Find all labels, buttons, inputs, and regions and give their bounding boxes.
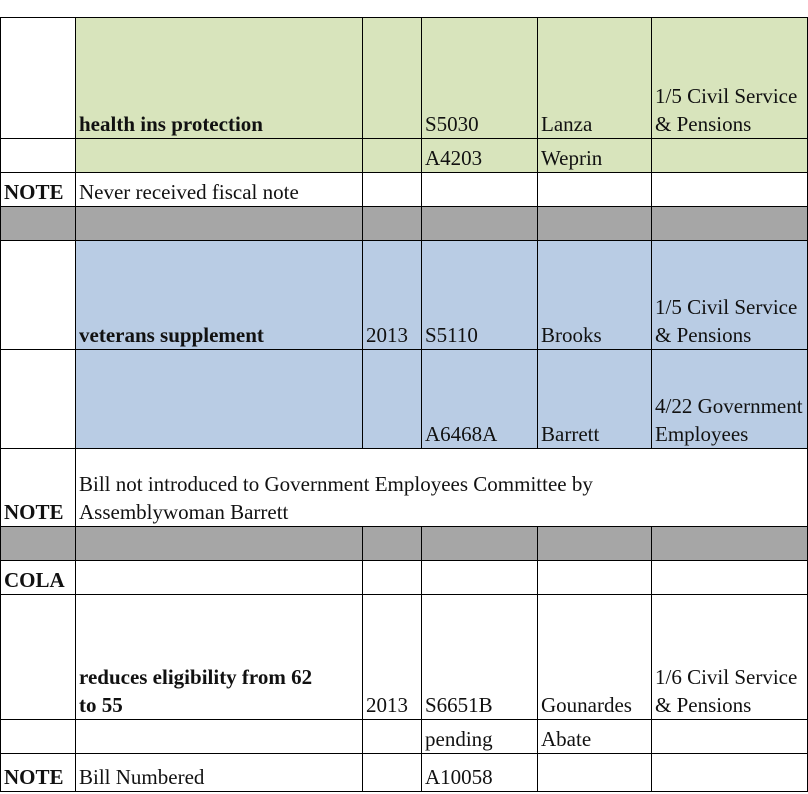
table-row xyxy=(1,561,808,595)
note-text-cell: Never received fiscal note xyxy=(76,173,363,207)
bill-title-cell: health ins protection xyxy=(76,18,363,139)
note-text-cell: Bill Numbered xyxy=(76,754,363,792)
sponsor-cell: Abate xyxy=(538,720,652,754)
sponsor-cell: Lanza xyxy=(538,18,652,139)
empty-cell xyxy=(538,754,652,792)
bill-title-cell: veterans supplement xyxy=(76,241,363,350)
year-cell xyxy=(363,18,422,139)
table-row xyxy=(1,720,808,754)
empty-cell xyxy=(363,720,422,754)
separator-row xyxy=(1,207,808,241)
committee-cell xyxy=(652,139,808,173)
row-label-cell xyxy=(1,720,76,754)
empty-cell xyxy=(76,561,363,595)
section-label-cell: COLA xyxy=(1,561,76,595)
table-row xyxy=(1,18,808,139)
sponsor-cell: Weprin xyxy=(538,139,652,173)
table-row xyxy=(1,241,808,350)
bill-number-cell: A10058 xyxy=(422,754,538,792)
empty-cell xyxy=(538,561,652,595)
empty-cell xyxy=(363,754,422,792)
bill-tracking-table xyxy=(0,17,808,792)
bill-number-cell: S5110 xyxy=(422,241,538,350)
bill-number-cell: A6468A xyxy=(422,350,538,449)
row-label-cell xyxy=(1,18,76,139)
table-row xyxy=(1,139,808,173)
empty-cell xyxy=(363,173,422,207)
row-label-cell xyxy=(1,139,76,173)
note-label-cell: NOTE xyxy=(1,449,76,527)
row-label-cell xyxy=(1,350,76,449)
table-row xyxy=(1,173,808,207)
table-row xyxy=(1,754,808,792)
year-cell xyxy=(363,139,422,173)
note-text: Bill not introduced to Government Employees Committee by Assemblywoman Barrett xyxy=(79,472,593,524)
bill-number-cell: S6651B xyxy=(422,595,538,720)
bill-number-cell: S5030 xyxy=(422,18,538,139)
year-cell: 2013 xyxy=(363,595,422,720)
row-label-cell xyxy=(1,241,76,350)
year-cell: 2013 xyxy=(363,241,422,350)
empty-cell xyxy=(422,173,538,207)
sponsor-cell: Barrett xyxy=(538,350,652,449)
table-row xyxy=(1,595,808,720)
separator-row xyxy=(1,527,808,561)
empty-cell xyxy=(363,561,422,595)
empty-cell xyxy=(422,561,538,595)
bill-title-cell xyxy=(76,350,363,449)
row-label-cell xyxy=(1,595,76,720)
committee-cell: 4/22 Government Employees xyxy=(652,350,808,449)
empty-cell xyxy=(652,754,808,792)
sponsor-cell: Gounardes xyxy=(538,595,652,720)
empty-cell xyxy=(652,173,808,207)
empty-cell xyxy=(538,173,652,207)
committee-cell: 1/5 Civil Service & Pensions xyxy=(652,18,808,139)
committee-cell: 1/6 Civil Service & Pensions xyxy=(652,595,808,720)
sponsor-cell: Brooks xyxy=(538,241,652,350)
table-row xyxy=(1,449,808,527)
note-label-cell: NOTE xyxy=(1,754,76,792)
empty-cell xyxy=(652,720,808,754)
note-label-cell: NOTE xyxy=(1,173,76,207)
note-text-cell xyxy=(76,449,808,527)
empty-cell xyxy=(652,561,808,595)
bill-number-cell: A4203 xyxy=(422,139,538,173)
bill-title-cell: reduces eligibility from 62 to 55 xyxy=(76,595,363,720)
empty-cell xyxy=(76,720,363,754)
bill-title-cell xyxy=(76,139,363,173)
year-cell xyxy=(363,350,422,449)
bill-number-cell: pending xyxy=(422,720,538,754)
table-row xyxy=(1,350,808,449)
committee-cell: 1/5 Civil Service & Pensions xyxy=(652,241,808,350)
